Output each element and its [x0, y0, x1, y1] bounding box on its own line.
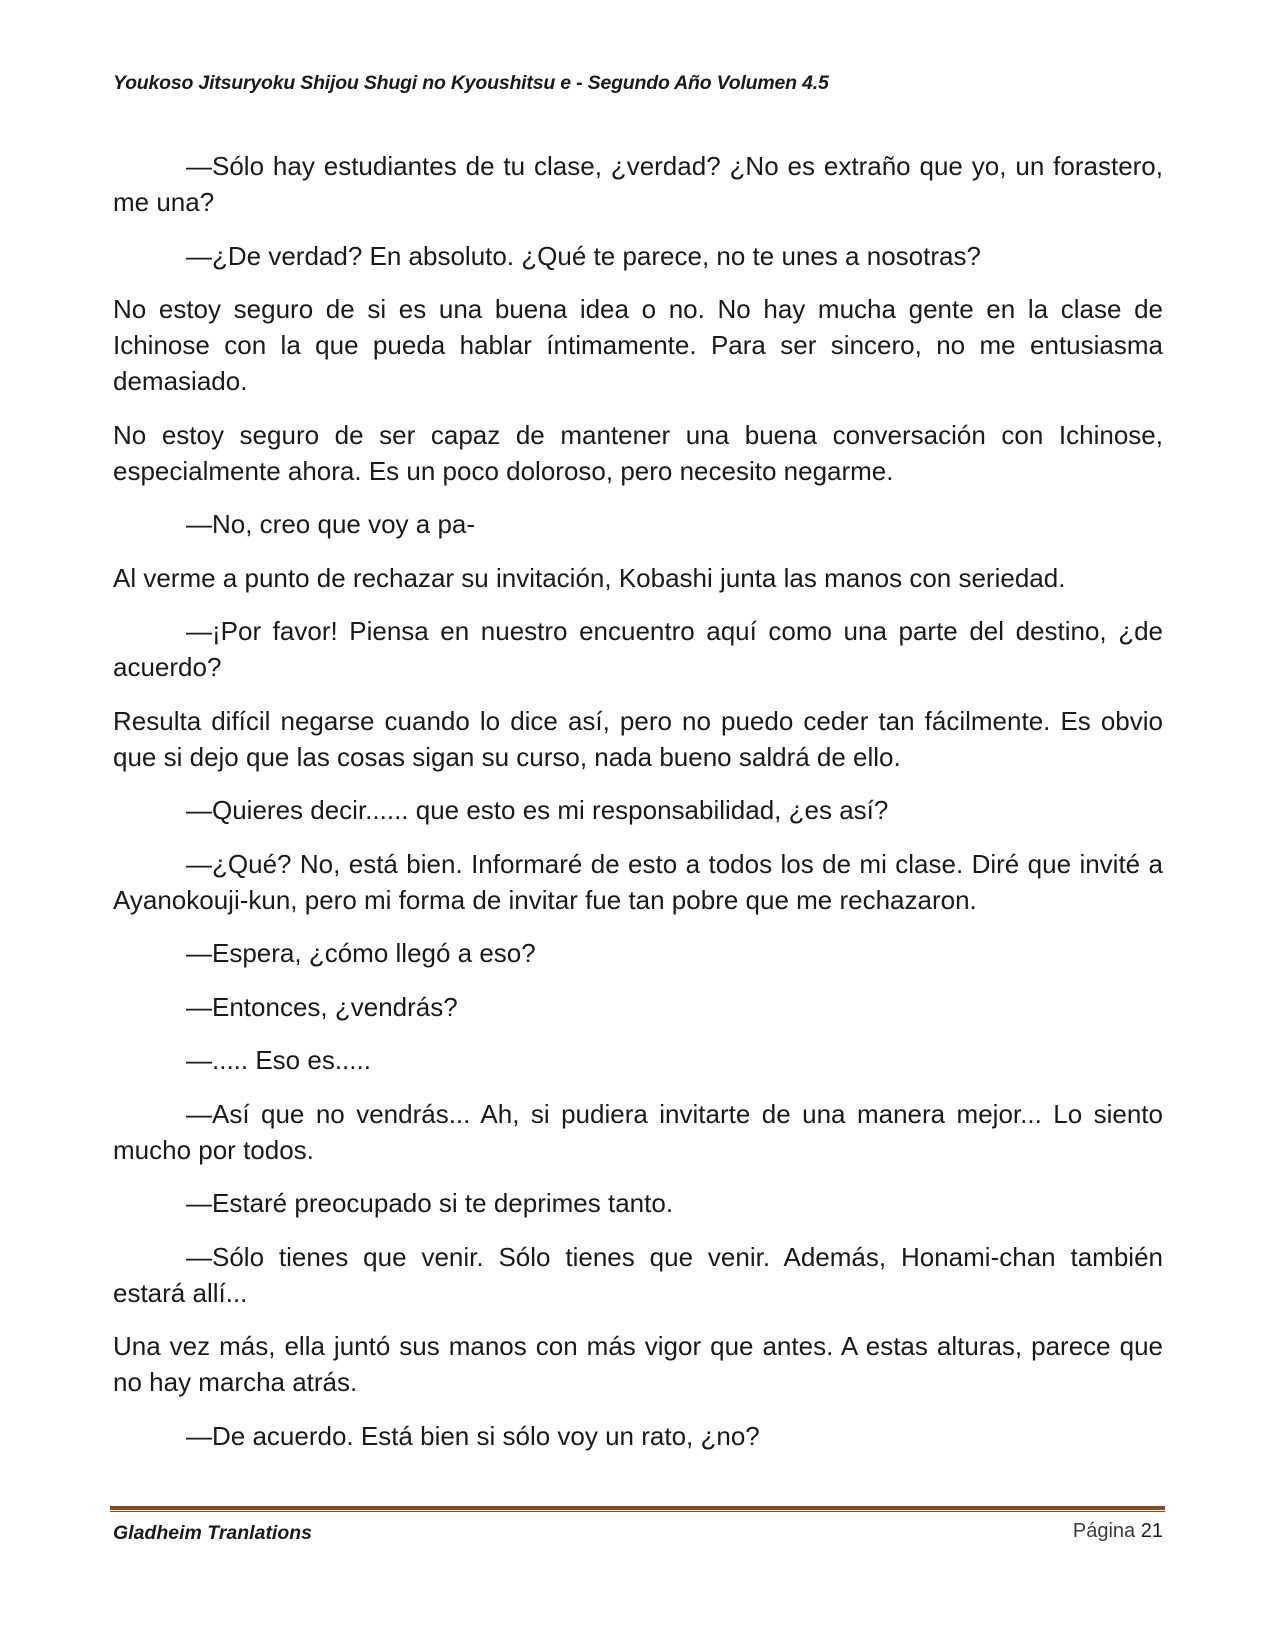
paragraph: No estoy seguro de si es una buena idea o no. No hay mucha gente en la clase de Ichinose con la que pueda hablar íntimamente. Para ser sincero, no me entusiasma demasiado.	[113, 294, 1163, 396]
paragraph: —..... Eso es.....	[186, 1045, 371, 1075]
footer-credit: Gladheim Tranlations	[113, 1522, 313, 1544]
paragraph: Resulta difícil negarse cuando lo dice así, pero no puedo ceder tan fácilmente. Es obvio que si dejo que las cosas sigan su curso, nada bueno saldrá de ello.	[113, 705, 1163, 772]
paragraph: —Así que no vendrás... Ah, si pudiera invitarte de una manera mejor... Lo siento mucho por todos.	[113, 1098, 1163, 1165]
paragraph: —¿De verdad? En absoluto. ¿Qué te parece, no te unes a nosotras?	[186, 240, 981, 271]
paragraph: —¡Por favor! Piensa en nuestro encuentro aquí como una parte del destino, ¿de acuerdo?	[113, 616, 1163, 682]
paragraph: —No, creo que voy a pa-	[186, 509, 476, 539]
paragraph: No estoy seguro de ser capaz de mantener una buena conversación con Ichinose, especialmente ahora. Es un poco doloroso, pero necesito negarme.	[113, 419, 1163, 486]
paragraph: —De acuerdo. Está bien si sólo voy un rato, ¿no?	[186, 1420, 760, 1451]
paragraph: —Estaré preocupado si te deprimes tanto.	[186, 1188, 674, 1218]
paragraph: —Entonces, ¿vendrás?	[186, 991, 458, 1022]
page-number	[1073, 1520, 1163, 1543]
page-label: Página	[1072, 1520, 1136, 1542]
footer-divider	[110, 1506, 1165, 1512]
paragraph: Una vez más, ella juntó sus manos con más vigor que antes. A estas alturas, parece que no hay marcha atrás.	[113, 1331, 1163, 1397]
paragraph: —Sólo hay estudiantes de tu clase, ¿verdad? ¿No es extraño que yo, un forastero, me una?	[113, 151, 1163, 217]
paragraph: —¿Qué? No, está bien. Informaré de esto a todos los de mi clase. Diré que invité a Ayanokouji-kun, pero mi forma de invitar fue tan pobre que me rechazaron.	[113, 848, 1163, 915]
page-header: Youkoso Jitsuryoku Shijou Shugi no Kyoushitsu e - Segundo Año Volumen 4.5	[113, 72, 829, 94]
page-body	[113, 148, 1163, 1471]
paragraph: —Espera, ¿cómo llegó a eso?	[186, 938, 536, 968]
paragraph: —Quieres decir...... que esto es mi responsabilidad, ¿es así?	[186, 795, 889, 825]
paragraph: —Sólo tienes que venir. Sólo tienes que venir. Además, Honami-chan también estará allí...	[113, 1241, 1163, 1308]
page-number-value: 21	[1140, 1520, 1163, 1542]
paragraph: Al verme a punto de rechazar su invitación, Kobashi junta las manos con seriedad.	[113, 562, 1066, 593]
